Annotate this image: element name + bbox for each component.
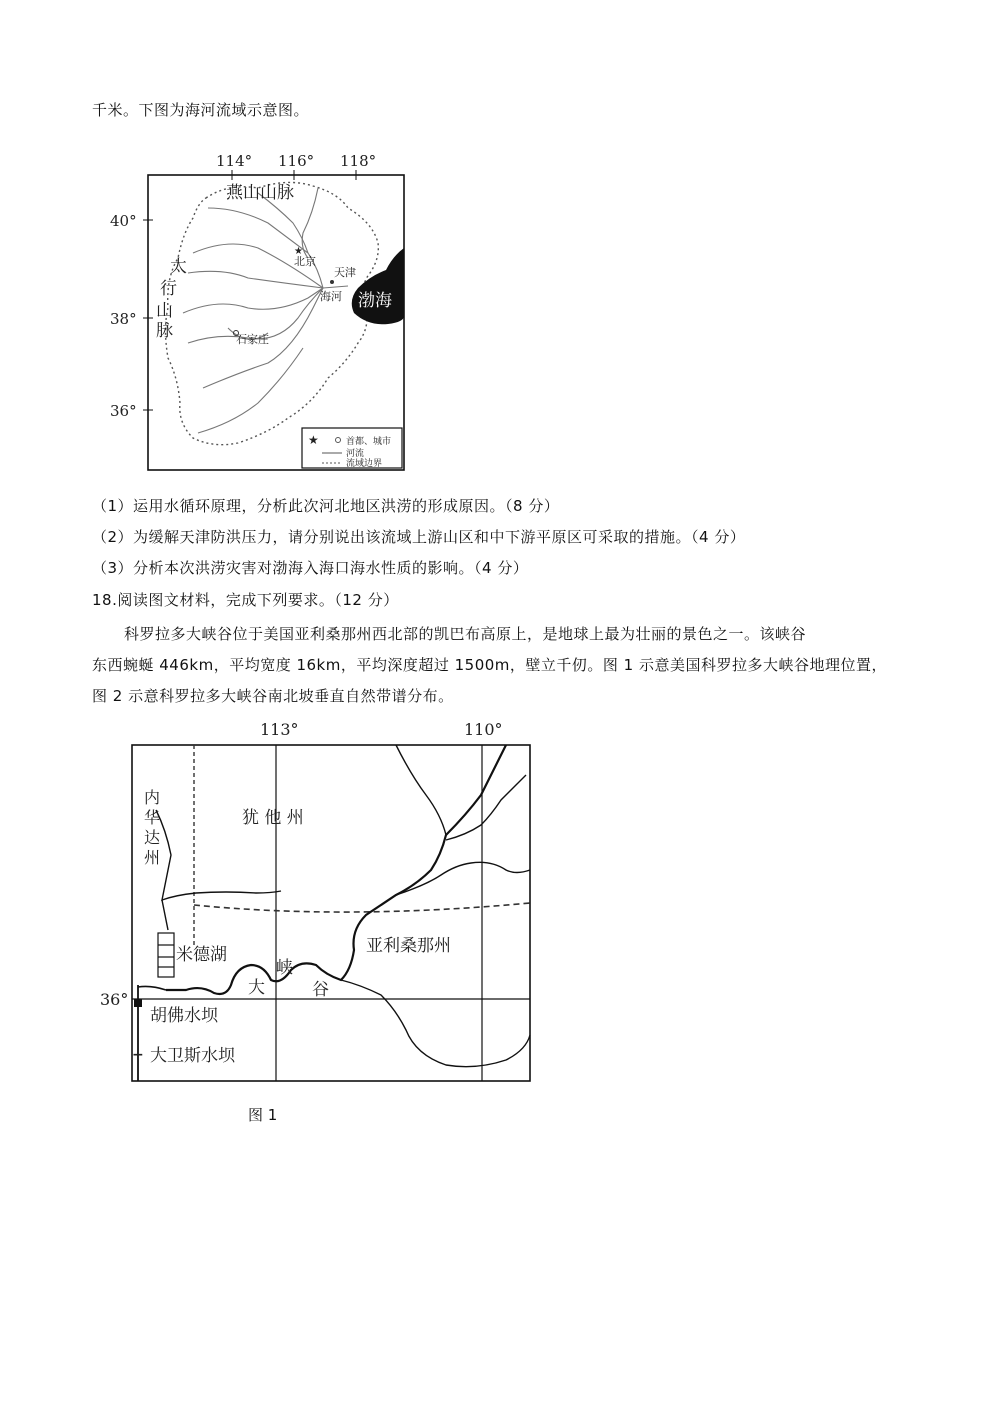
lat-label-36: 36° (100, 990, 129, 1009)
hoover-dam-label: 胡佛水坝 (150, 1006, 218, 1026)
city-tianjin: 天津 (334, 266, 356, 279)
lon-label-110: 110° (464, 720, 503, 739)
nevada-char-2: 华 (144, 808, 161, 827)
arizona-label: 亚利桑那州 (366, 936, 451, 956)
legend-boundary: 流域边界 (346, 459, 383, 469)
rivers (183, 188, 348, 433)
q18-paragraph-line-1: 科罗拉多大峡谷位于美国亚利桑那州西北部的凯巴布高原上，是地球上最为壮丽的景色之一。该峡谷 (124, 625, 807, 643)
mountain-taihang-2: 行 (160, 279, 177, 299)
legend-star-icon: ★ (308, 433, 319, 447)
q18-paragraph-line-2: 东西蜿蜒 446km，平均宽度 16km，平均深度超过 1500m，壁立千仞。图 1 示意美国科罗拉多大峡谷地理位置， (92, 656, 887, 674)
grand-canyon-char-3: 谷 (312, 980, 329, 1000)
q18-title: 18.阅读图文材料，完成下列要求。（12 分） (92, 591, 399, 609)
legend-river: 河流 (346, 449, 365, 459)
question-1: （1）运用水循环原理，分析此次河北地区洪涝的形成原因。（8 分） (92, 497, 560, 515)
sea-label-bohai: 渤海 (358, 291, 392, 311)
lat-label-36: 36° (110, 402, 137, 420)
basin-boundary (166, 182, 379, 444)
grand-canyon-location-map (96, 715, 536, 1085)
lat-label-40: 40° (110, 212, 137, 230)
hoover-dam-marker (134, 999, 142, 1007)
grand-canyon-char-1: 大 (248, 978, 265, 998)
mountain-taihang-3: 山 (156, 301, 173, 321)
nevada-char-3: 达 (144, 828, 161, 847)
lake-mead-label: 米德湖 (176, 945, 227, 965)
lon-label-113: 113° (260, 720, 299, 739)
city-dot-tianjin (330, 280, 334, 284)
question-2: （2）为缓解天津防洪压力，请分别说出该流域上游山区和中下游平原区可采取的措施。（4 分） (92, 528, 746, 546)
question-3: （3）分析本次洪涝灾害对渤海入海口海水性质的影响。（4 分） (92, 559, 529, 577)
davis-dam-marker: + (132, 1047, 144, 1063)
legend-capital-city: 首都、城市 (346, 437, 392, 447)
nevada-char-1: 内 (144, 788, 161, 807)
lat-label-38: 38° (110, 310, 137, 328)
lon-label-114: 114° (216, 152, 253, 170)
grand-canyon-char-2: 峡 (276, 958, 293, 978)
bohai-sea (352, 248, 404, 324)
lake-mead (158, 933, 174, 977)
mountain-taihang-4: 脉 (156, 321, 173, 341)
q18-paragraph-line-3: 图 2 示意科罗拉多大峡谷南北坡垂直自然带谱分布。 (92, 687, 454, 705)
capital-star-icon: ★ (294, 246, 303, 257)
lon-label-118: 118° (340, 152, 377, 170)
davis-dam-label: 大卫斯水坝 (150, 1046, 235, 1066)
city-beijing: 北京 (294, 255, 316, 268)
hai-river-basin-map (108, 148, 408, 478)
mountain-yanshan: 燕山山脉 (226, 183, 294, 203)
intro-line: 千米。下图为海河流域示意图。 (92, 101, 310, 119)
nevada-char-4: 州 (144, 848, 161, 867)
city-haihe: 海河 (320, 290, 342, 303)
figure-caption: 图 1 (248, 1106, 278, 1124)
lon-label-116: 116° (278, 152, 315, 170)
mountain-taihang-1: 太 (170, 257, 187, 277)
city-shijiazhuang: 石家庄 (236, 333, 269, 346)
map-legend (302, 428, 402, 469)
utah-label: 犹 他 州 (242, 808, 304, 828)
